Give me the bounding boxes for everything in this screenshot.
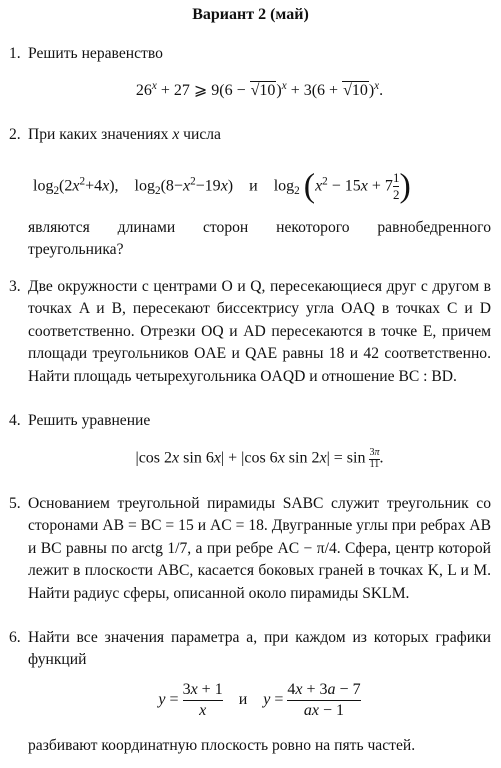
problem-2-number: 2. bbox=[9, 126, 21, 143]
problem-6-text-after: разбивают координатную плоскость ровно на пять частей. bbox=[28, 737, 416, 754]
problem-6-formula: y = $\frac{3x + 1}{x}$ и y = $\frac{4x + 3a - 7}{ax - 1}$ bbox=[158, 681, 361, 719]
problem-4-text: Решить уравнение bbox=[28, 412, 151, 429]
problem-3-number: 3. bbox=[9, 278, 21, 295]
problem-1-formula: $26^x + 27$ ⩾ $9(6 - √10)^x + 3(6 + √10)^x$. bbox=[135, 79, 384, 99]
problem-2-formula: $\log_2(2x^2+4x)$, $\log_2(8-x^2-19x)$ и $\log_2 (x^2 - 15x + 7$ $\frac{1}{2}$ ) bbox=[33, 167, 411, 205]
page-title: Вариант 2 (май) bbox=[192, 6, 309, 23]
problem-3-text: Две окружности с центрами O и Q, пересекающиеся друг с другом в точках A и B, пересекают биссектрису угла OAQ в точках C и D соответственно. Отрезки OQ и AD пересекаются в точке E, причем площади треугольников OAE и QAE равны 18 и 42 соответственно. Найти площадь четырехугольника OAQD и отношение BC : BD. bbox=[28, 278, 491, 385]
problem-1-text: Решить неравенство bbox=[28, 45, 163, 62]
problem-2-intro-text: При каких значениях bbox=[28, 126, 169, 143]
problem-4-formula: |cos 2x sin 6x| + |cos 6x sin 2x| = sin $\frac{3\pi}{11}$ . bbox=[135, 447, 384, 470]
problem-2-intro bbox=[28, 124, 491, 146]
problem-5-text: Основанием треугольной пирамиды SABC служит треугольник со сторонами AB = BC = 15 и AC = 18. Двугранные углы при ребрах AB и BC равны по arctg 1/7, а при ребре AC − π/4. Сфера, центр которой лежит в плоскости ABC, касается боковых граней в точках K, L и M. Найти радиус сферы, описанной около пирамиды SKLM. bbox=[28, 495, 491, 602]
problem-6-number: 6. bbox=[9, 629, 21, 646]
problem-1-number: 1. bbox=[9, 45, 21, 62]
problem-5-number: 5. bbox=[9, 495, 21, 512]
problem-4-number: 4. bbox=[9, 412, 21, 429]
problem-2-text-after: являются длинами сторон некоторого равнобедренного треугольника? bbox=[28, 219, 491, 259]
problem-2-intro-end: числа bbox=[183, 126, 221, 143]
problem-2-intro-var: x bbox=[172, 126, 180, 143]
problem-6-text: Найти все значения параметра a, при каждом из которых графики функций bbox=[28, 629, 491, 669]
